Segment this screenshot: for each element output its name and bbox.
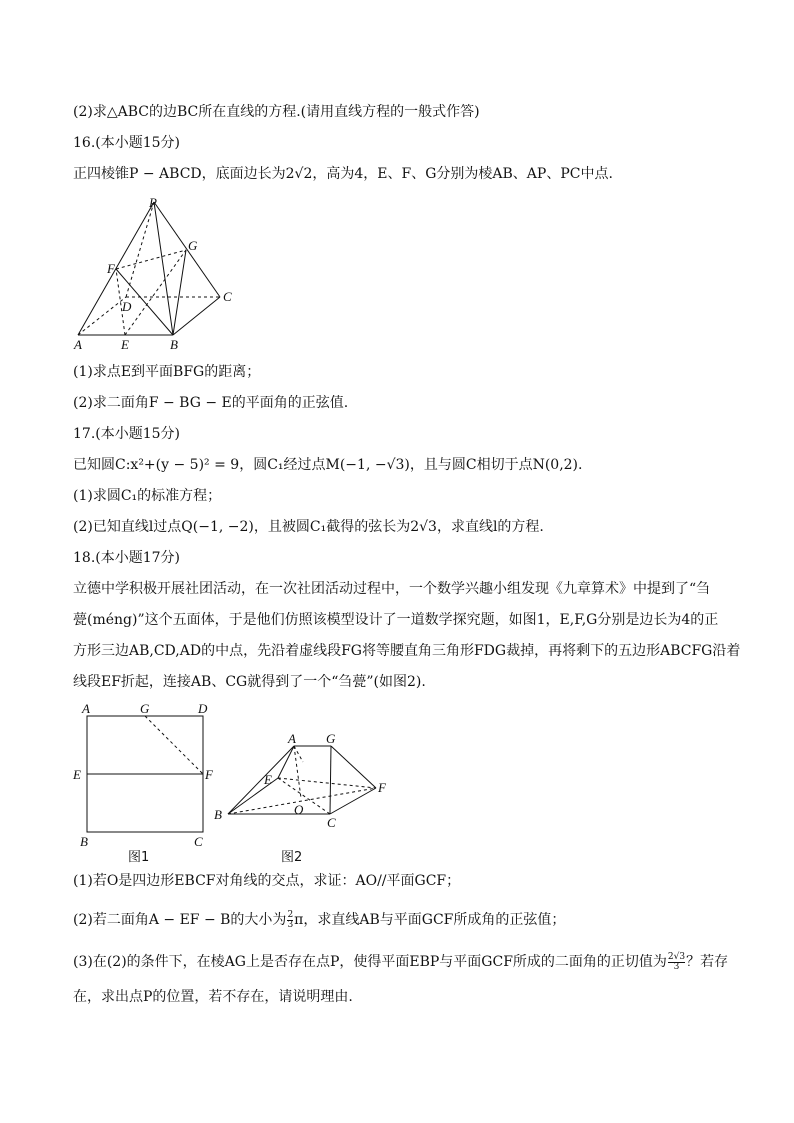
problem-17-header: 17.(本小题15分) (73, 426, 181, 442)
label-A: A (74, 337, 82, 352)
problem-16-statement: 正四棱锥P − ABCD，底面边长为2√2，高为4，E、F、G分别为棱AB、AP、PC中点. (73, 166, 613, 182)
label-C: C (223, 289, 232, 304)
fraction-tangent-value (668, 953, 685, 972)
fraction-numerator: 2√3 (667, 951, 686, 962)
fig2-label-A: A (288, 732, 296, 746)
label-B: B (170, 337, 178, 352)
fig2-label-G: G (326, 732, 336, 746)
fig1-label-F: F (205, 767, 213, 782)
figure-1-caption: 图1 (128, 850, 150, 865)
problem-17-statement: 已知圆C:x²+(y − 5)² = 9，圆C₁经过点M(−1, −√3)，且与圆C相切于点N(0,2). (73, 457, 583, 473)
fraction-denominator: 3 (287, 919, 294, 930)
label-D: D (122, 299, 132, 314)
fig1-label-E: E (73, 767, 81, 782)
label-E: E (121, 337, 129, 352)
problem-16-header: 16.(本小题15分) (73, 135, 181, 151)
problem-17-part-1: (1)求圆C₁的标准方程； (73, 488, 222, 504)
fig2-label-E: E (264, 772, 272, 787)
part-2-text-b: π，求直线AB与平面GCF所成角的正弦值； (294, 912, 566, 928)
figure-2-caption: 图2 (281, 850, 303, 865)
part-3-text-b: ？若存 (686, 954, 729, 970)
problem-18-part-1: (1)若O是四边形EBCF对角线的交点，求证：AO//平面GCF； (73, 873, 461, 889)
problem-18-header: 18.(本小题17分) (73, 550, 181, 566)
problem-17-part-2: (2)已知直线l过点Q(−1, −2)，且被圆C₁截得的弦长为2√3，求直线l的方程. (73, 519, 544, 535)
problem-18-part-3 (73, 952, 728, 972)
fig1-label-C: C (194, 834, 203, 849)
fig1-label-A: A (82, 701, 90, 716)
problem-16-part-1: (1)求点E到平面BFG的距离； (73, 364, 261, 380)
label-G: G (188, 238, 198, 253)
fig2-label-F: F (378, 780, 386, 795)
part-2-text-a: (2)若二面角A − EF − B的大小为 (73, 912, 287, 928)
fig2-label-C: C (327, 815, 336, 830)
problem-18-statement-2: 甍(méng)”这个五面体，于是他们仿照该模型设计了一道数学探究题，如图1，E,F,G分别是边长为4的正 (73, 612, 719, 628)
fig2-label-B: B (214, 807, 222, 822)
label-P: P (149, 195, 157, 210)
text-line-1: (2)求△ABC的边BC所在直线的方程.(请用直线方程的一般式作答) (73, 104, 480, 120)
problem-18-statement-1: 立德中学积极开展社团活动，在一次社团活动过程中，一个数学兴趣小组发现《九章算术》中提到了“刍 (73, 581, 711, 597)
problem-18-statement-4: 线段EF折起，连接AB、CG就得到了一个“刍甍”(如图2). (73, 674, 426, 690)
fraction-two-thirds (287, 911, 293, 930)
fraction-denominator: 3 (673, 961, 680, 972)
problem-18-part-3-cont: 在，求出点P的位置，若不存在，请说明理由. (73, 989, 353, 1005)
problem-18-part-2 (73, 910, 565, 930)
fig1-label-D: D (198, 701, 208, 716)
fig1-label-G: G (140, 701, 150, 716)
part-3-text-a: (3)在(2)的条件下，在棱AG上是否存在点P，使得平面EBP与平面GCF所成的二面角的正切值为 (73, 954, 667, 970)
fig2-label-O: O (294, 802, 304, 817)
problem-18-statement-3: 方形三边AB,CD,AD的中点，先沿着虚线段FG将等腰直角三角形FDG裁掉，再将剩下的五边形ABCFG沿着 (73, 643, 741, 659)
figure-2-solid (208, 732, 398, 832)
pyramid-figure (68, 192, 243, 352)
label-F: F (107, 261, 115, 276)
figure-1-square (70, 700, 230, 850)
problem-16-part-2: (2)求二面角F − BG − E的平面角的正弦值. (73, 395, 349, 411)
fraction-numerator: 2 (287, 909, 294, 920)
fig1-label-B: B (80, 834, 88, 849)
